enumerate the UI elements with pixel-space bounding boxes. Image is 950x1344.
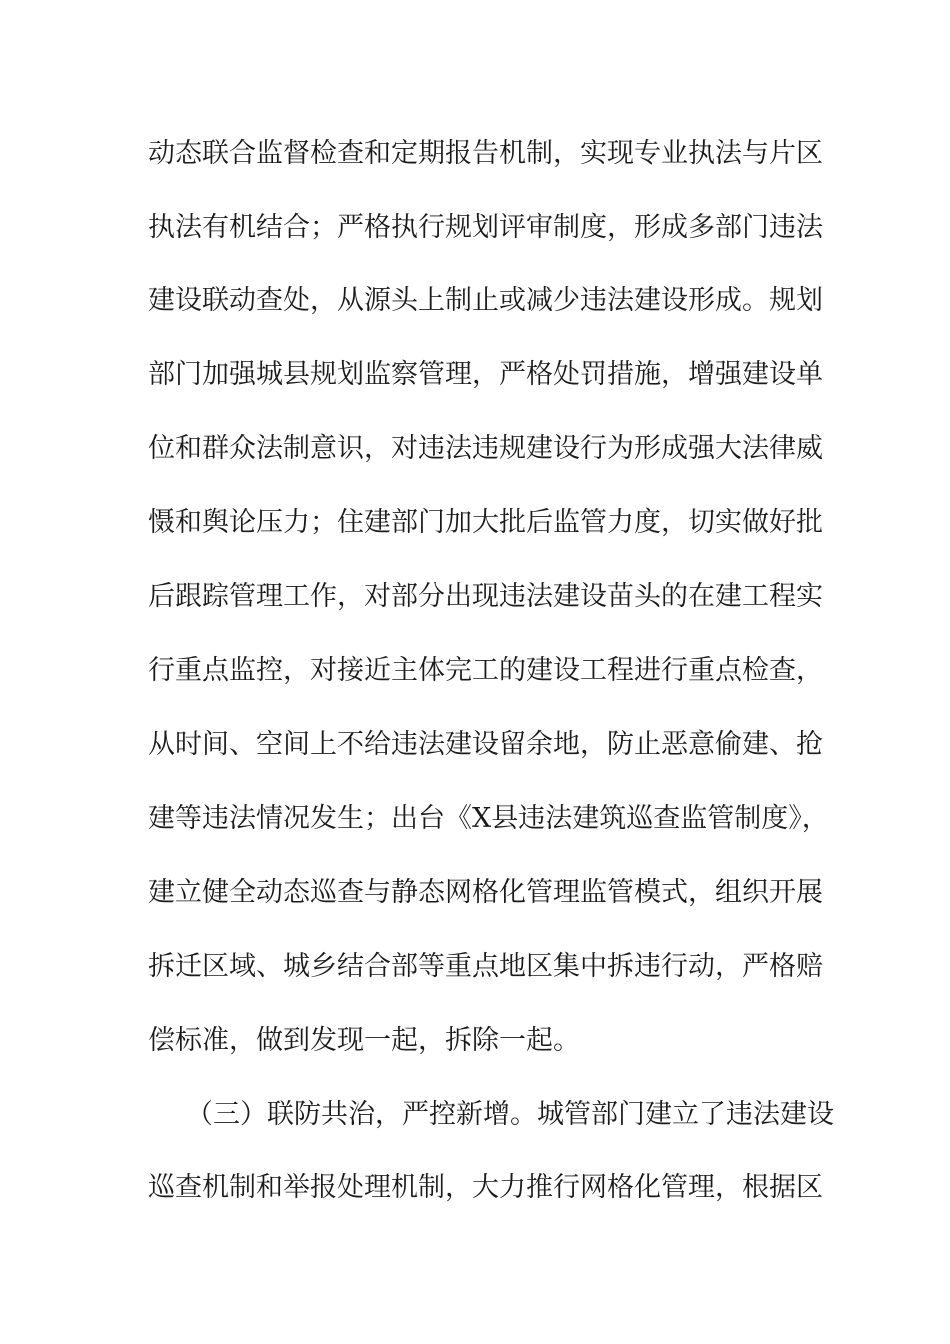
text-line-paragraph-start: （三）联防共治，严控新增。城管部门建立了违法建设	[186, 1099, 834, 1130]
text-line: 拆迁区域、城乡结合部等重点地区集中拆违行动，严格赔	[148, 951, 823, 982]
text-line: 建立健全动态巡查与静态网格化管理监管模式，组织开展	[148, 877, 823, 908]
text-line: 建设联动查处，从源头上制止或减少违法建设形成。规划	[148, 285, 823, 316]
text-line: 行重点监控，对接近主体完工的建设工程进行重点检查，	[148, 655, 823, 686]
text-line: 从时间、空间上不给违法建设留余地，防止恶意偷建、抢	[148, 729, 823, 760]
text-line: 部门加强城县规划监察管理，严格处罚措施，增强建设单	[148, 359, 823, 390]
text-line: 建等违法情况发生；出台《X县违法建筑巡查监管制度》，	[148, 803, 829, 834]
text-line: 动态联合监督检查和定期报告机制，实现专业执法与片区	[148, 138, 823, 169]
text-line-paragraph-end: 偿标准，做到发现一起，拆除一起。	[148, 1025, 580, 1056]
text-line: 执法有机结合；严格执行规划评审制度，形成多部门违法	[148, 212, 823, 243]
text-line: 后跟踪管理工作，对部分出现违法建设苗头的在建工程实	[148, 581, 823, 612]
text-line: 巡查机制和举报处理机制，大力推行网格化管理，根据区	[148, 1172, 823, 1203]
text-line: 慑和舆论压力；住建部门加大批后监管力度，切实做好批	[148, 507, 823, 538]
text-line: 位和群众法制意识，对违法违规建设行为形成强大法律威	[148, 433, 823, 464]
